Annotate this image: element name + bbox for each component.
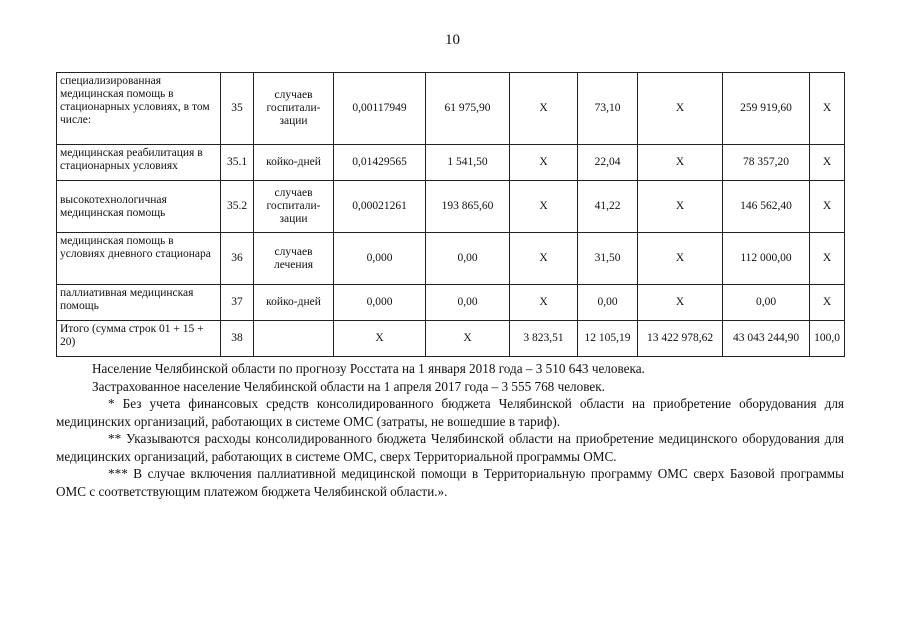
row-label: Итого (сумма строк 01 + 15 + 20) bbox=[57, 321, 221, 357]
cell-value: X bbox=[638, 285, 723, 321]
cell-value: 0,00 bbox=[723, 285, 810, 321]
page-number: 10 bbox=[445, 32, 460, 48]
cell-value: 0,00117949 bbox=[334, 73, 426, 145]
cell-value: X bbox=[810, 73, 845, 145]
cell-value: X bbox=[810, 145, 845, 181]
cell-value: X bbox=[334, 321, 426, 357]
row-unit bbox=[254, 321, 334, 357]
footnote-1: * Без учета финансовых средств консолидированного бюджета Челябинской области на приобретение оборудования для медицинских организаций, работающих в системе ОМС (затраты, не вошедшие в тариф). bbox=[56, 396, 844, 429]
footnote-3: *** В случае включения паллиативной медицинской помощи в Территориальную программу ОМС сверх Базовой программы ОМС с соответствующим платежом бюджета Челябинской области.». bbox=[56, 466, 844, 499]
row-label: высокотехнологичная медицинская помощь bbox=[57, 181, 221, 233]
cell-value: 13 422 978,62 bbox=[638, 321, 723, 357]
cell-value: X bbox=[510, 233, 578, 285]
row-unit: случаев лечения bbox=[254, 233, 334, 285]
cell-value: 22,04 bbox=[578, 145, 638, 181]
table-row bbox=[57, 181, 845, 233]
row-label: медицинская помощь в условиях дневного стационара bbox=[57, 233, 221, 285]
row-label: медицинская реабилитация в стационарных условиях bbox=[57, 145, 221, 181]
row-code: 38 bbox=[221, 321, 254, 357]
row-unit: койко-дней bbox=[254, 145, 334, 181]
population-note: Население Челябинской области по прогнозу Росстата на 1 января 2018 года – 3 510 643 человека. bbox=[92, 361, 645, 376]
table-row bbox=[57, 73, 845, 145]
cell-value: 1 541,50 bbox=[426, 145, 510, 181]
cell-value: X bbox=[638, 181, 723, 233]
row-code: 36 bbox=[221, 233, 254, 285]
table-row bbox=[57, 145, 845, 181]
cell-value: X bbox=[510, 145, 578, 181]
cell-value: X bbox=[510, 285, 578, 321]
cell-value: 193 865,60 bbox=[426, 181, 510, 233]
cell-value: 41,22 bbox=[578, 181, 638, 233]
cell-value: 100,0 bbox=[810, 321, 845, 357]
cell-value: 31,50 bbox=[578, 233, 638, 285]
row-code: 37 bbox=[221, 285, 254, 321]
cell-value: 73,10 bbox=[578, 73, 638, 145]
cell-value: X bbox=[638, 145, 723, 181]
cell-value: 43 043 244,90 bbox=[723, 321, 810, 357]
cell-value: 259 919,60 bbox=[723, 73, 810, 145]
insured-population-note: Застрахованное население Челябинской области на 1 апреля 2017 года – 3 555 768 человек. bbox=[92, 378, 605, 394]
row-unit: койко-дней bbox=[254, 285, 334, 321]
cell-value: 0,00021261 bbox=[334, 181, 426, 233]
cell-value: 146 562,40 bbox=[723, 181, 810, 233]
table-row bbox=[57, 285, 845, 321]
cell-value: 12 105,19 bbox=[578, 321, 638, 357]
cell-value: 112 000,00 bbox=[723, 233, 810, 285]
cell-value: X bbox=[426, 321, 510, 357]
cell-value: X bbox=[810, 181, 845, 233]
cell-value: 0,00 bbox=[578, 285, 638, 321]
cell-value: 3 823,51 bbox=[510, 321, 578, 357]
row-code: 35.1 bbox=[221, 145, 254, 181]
cell-value: X bbox=[510, 73, 578, 145]
footnote-2: ** Указываются расходы консолидированного бюджета Челябинской области на приобретение медицинского оборудования для медицинских организаций, работающих в системе ОМС, сверх Территориальной программы ОМС. bbox=[56, 431, 844, 464]
cell-value: X bbox=[638, 233, 723, 285]
financial-table bbox=[56, 72, 845, 357]
row-label: паллиативная медицинская помощь bbox=[57, 285, 221, 321]
cell-value: X bbox=[638, 73, 723, 145]
cell-value: 0,000 bbox=[334, 233, 426, 285]
cell-value: 0,00 bbox=[426, 285, 510, 321]
cell-value: X bbox=[510, 181, 578, 233]
cell-value: 0,000 bbox=[334, 285, 426, 321]
row-code: 35 bbox=[221, 73, 254, 145]
cell-value: 61 975,90 bbox=[426, 73, 510, 145]
row-label: специализированная медицинская помощь в стационарных условиях, в том числе: bbox=[57, 73, 221, 145]
cell-value: 78 357,20 bbox=[723, 145, 810, 181]
cell-value: X bbox=[810, 285, 845, 321]
row-unit: случаев госпитали-зации bbox=[254, 181, 334, 233]
cell-value: 0,01429565 bbox=[334, 145, 426, 181]
row-unit: случаев госпитали-зации bbox=[254, 73, 334, 145]
row-code: 35.2 bbox=[221, 181, 254, 233]
footnotes bbox=[56, 360, 844, 500]
table-row bbox=[57, 233, 845, 285]
cell-value: X bbox=[810, 233, 845, 285]
cell-value: 0,00 bbox=[426, 233, 510, 285]
table-row-total bbox=[57, 321, 845, 357]
